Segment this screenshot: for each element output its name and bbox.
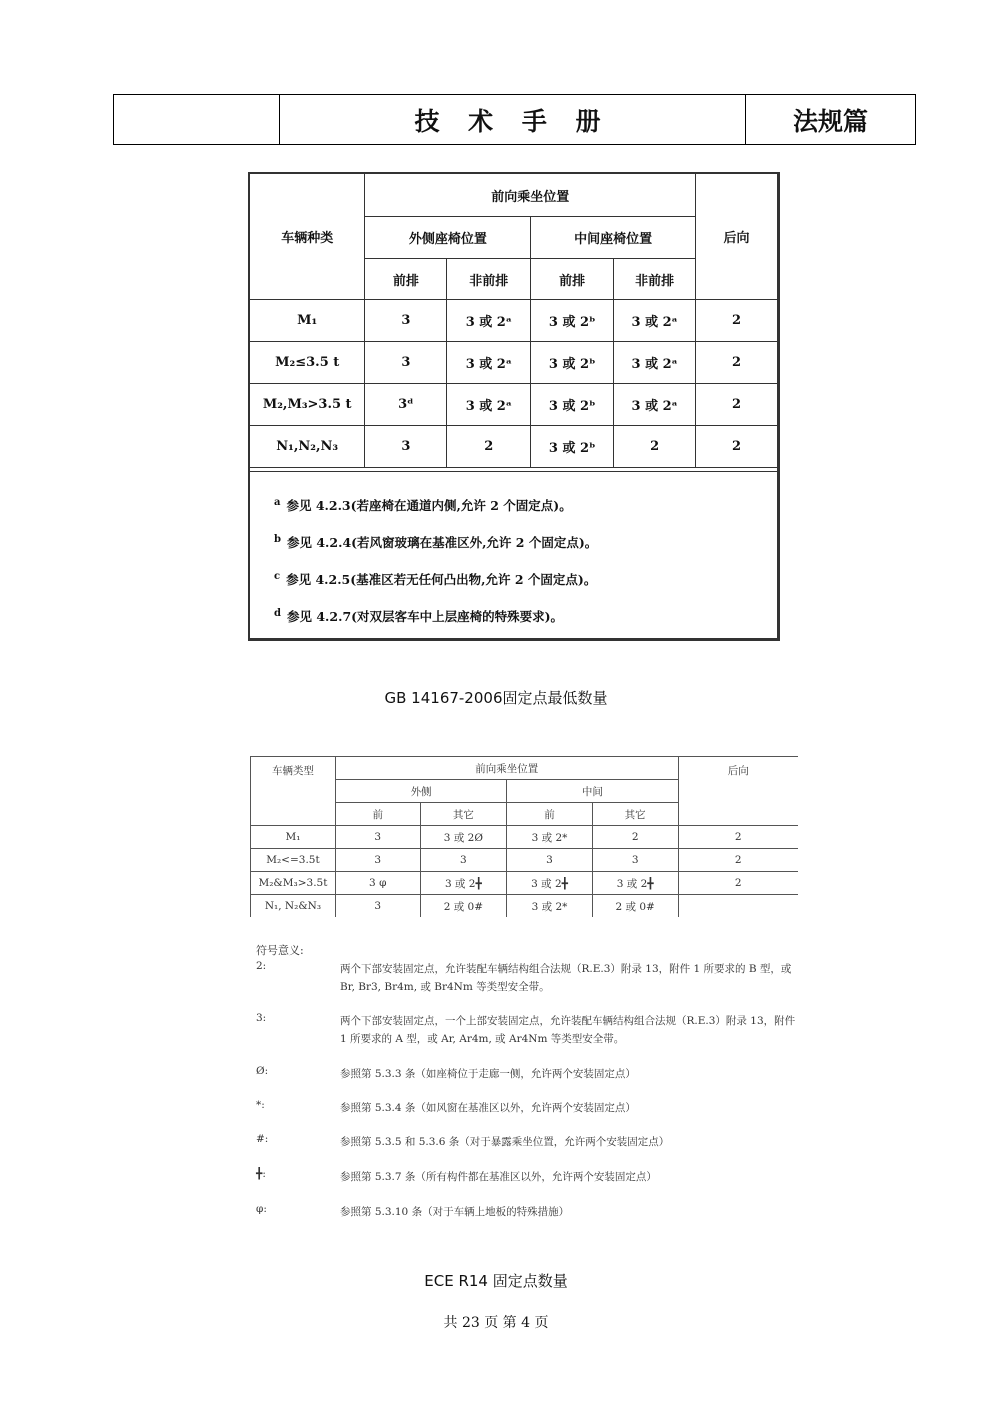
table-cell: 3 xyxy=(507,849,593,872)
table-cell: 3 或 2ᵇ xyxy=(531,300,614,342)
table-cell: 2 xyxy=(592,826,678,849)
t1-header-front-row: 前排 xyxy=(531,259,614,300)
table-row xyxy=(250,342,777,384)
table-cell: 3ᵈ xyxy=(365,384,447,426)
table-cell: 3 xyxy=(335,895,420,918)
table-cell: 3 xyxy=(365,342,447,384)
t2-header-vehicle-type: 车辆类型 xyxy=(251,757,336,826)
t2-header-front: 前 xyxy=(335,803,420,826)
table-cell: 3 或 2ᵃ xyxy=(447,342,531,384)
t2-header-other: 其它 xyxy=(420,803,507,826)
t2-header-front: 前 xyxy=(507,803,593,826)
table-cell: 2 xyxy=(678,849,798,872)
table-row xyxy=(251,826,799,849)
symbol-key: φ: xyxy=(256,1203,267,1215)
table-cell: M₂&M₃>3.5t xyxy=(251,872,336,895)
table-cell: 2 xyxy=(696,384,777,426)
table-cell: 3 或 2ᵃ xyxy=(614,342,696,384)
symbol-text: 参照第 5.3.10 条（对于车辆上地板的特殊措施） xyxy=(340,1206,570,1218)
table-cell: 3 xyxy=(365,426,447,468)
table-cell: 2 xyxy=(614,426,696,468)
header-section: 法规篇 xyxy=(792,106,868,136)
table-cell: 3 或 2ᵃ xyxy=(447,300,531,342)
t1-header-forward: 前向乘坐位置 xyxy=(365,174,696,217)
header-blank-cell xyxy=(114,95,280,144)
table-cell: 3 或 2╋ xyxy=(592,872,678,895)
symbol-key: ╋: xyxy=(256,1168,266,1180)
t1-header-non-front: 非前排 xyxy=(447,259,531,300)
symbol-key: 2: xyxy=(256,960,267,972)
table-row xyxy=(251,872,799,895)
table-cell: 3 或 2ᵇ xyxy=(531,384,614,426)
symbol-text: 两个下部安装固定点，允许装配车辆结构组合法规（R.E.3）附录 13，附件 1 所要求的 B 型，或 Br, Br3, Br4m, 或 Br4Nm 等类型安全带。 xyxy=(340,963,792,993)
symbol-text: 参照第 5.3.7 条（所有构件都在基准区以外，允许两个安装固定点） xyxy=(340,1171,657,1183)
table-cell: M₁ xyxy=(250,300,365,342)
table-cell: 2 xyxy=(696,426,777,468)
table-cell: 3 或 2* xyxy=(507,826,593,849)
table-cell: 2 或 0# xyxy=(420,895,507,918)
table-cell: 2 xyxy=(696,342,777,384)
symbols-title: 符号意义: xyxy=(256,944,304,957)
table-cell: 3 或 2╋ xyxy=(420,872,507,895)
table-row xyxy=(250,426,777,468)
table-cell: 3 或 2ᵃ xyxy=(614,300,696,342)
table-cell: M₂≤3.5 t xyxy=(250,342,365,384)
t1-header-vehicle-type: 车辆种类 xyxy=(250,174,365,300)
ece-table-caption: ECE R14 固定点数量 xyxy=(424,1272,568,1290)
symbol-text: 参照第 5.3.3 条（如座椅位于走廊一侧，允许两个安装固定点） xyxy=(340,1068,636,1080)
table-cell: 3 或 2ᵃ xyxy=(447,384,531,426)
symbol-text: 两个下部安装固定点，一个上部安装固定点，允许装配车辆结构组合法规（R.E.3）附录 13，附件 1 所要求的 A 型，或 Ar, Ar4m, 或 Ar4Nm 等类型安全带。 xyxy=(340,1015,796,1045)
table-cell: 3 或 2╋ xyxy=(507,872,593,895)
table-row xyxy=(250,300,777,342)
table-row xyxy=(250,384,777,426)
t1-note: $^d$ 参见 4.2.7(对双层客车中上层座椅的特殊要求)。 xyxy=(274,608,563,625)
symbol-text: 参照第 5.3.4 条（如风窗在基准区以外，允许两个安装固定点） xyxy=(340,1102,636,1114)
symbol-key: *: xyxy=(256,1099,265,1111)
t1-header-rear: 后向 xyxy=(696,174,777,300)
table-cell: 2 xyxy=(678,826,798,849)
t1-note: $^a$ 参见 4.2.3(若座椅在通道内侧,允许 2 个固定点)。 xyxy=(274,497,572,514)
t1-header-front-row: 前排 xyxy=(365,259,447,300)
page-header xyxy=(113,94,916,145)
table-cell xyxy=(678,895,798,918)
table-cell: N₁, N₂&N₃ xyxy=(251,895,336,918)
table-cell: N₁,N₂,N₃ xyxy=(250,426,365,468)
t2-header-other: 其它 xyxy=(592,803,678,826)
header-title: 技 术 手 册 xyxy=(280,95,746,144)
t2-header-forward: 前向乘坐位置 xyxy=(335,757,678,780)
table-cell: 2 xyxy=(696,300,777,342)
t2-header-middle: 中间 xyxy=(507,780,678,803)
t1-header-non-front: 非前排 xyxy=(614,259,696,300)
table-cell: 3 xyxy=(592,849,678,872)
gb-table-caption: GB 14167-2006固定点最低数量 xyxy=(384,689,608,707)
table-cell: 3 xyxy=(365,300,447,342)
table-cell: 2 或 0# xyxy=(592,895,678,918)
table-row xyxy=(251,895,799,918)
table-cell: M₂<=3.5t xyxy=(251,849,336,872)
table-cell: 3 xyxy=(335,849,420,872)
table-cell: 3 xyxy=(420,849,507,872)
table-cell: 3 或 2* xyxy=(507,895,593,918)
gb-table xyxy=(248,172,780,641)
page-footer: 共 23 页 第 4 页 xyxy=(443,1315,549,1331)
table-cell: 3 φ xyxy=(335,872,420,895)
table-cell: 3 或 2ᵇ xyxy=(531,426,614,468)
symbol-key: Ø: xyxy=(256,1065,269,1077)
table-cell: 2 xyxy=(678,872,798,895)
symbol-key: 3: xyxy=(256,1012,267,1024)
table-cell: M₂,M₃>3.5 t xyxy=(250,384,365,426)
table-cell: 3 或 2Ø xyxy=(420,826,507,849)
t1-header-outer: 外侧座椅位置 xyxy=(365,217,531,259)
table-cell: 3 或 2ᵃ xyxy=(614,384,696,426)
t1-note: $^b$ 参见 4.2.4(若风窗玻璃在基准区外,允许 2 个固定点)。 xyxy=(274,534,598,551)
ece-table xyxy=(250,756,798,917)
symbol-text: 参照第 5.3.5 和 5.3.6 条（对于暴露乘坐位置，允许两个安装固定点） xyxy=(340,1136,670,1148)
table-cell: M₁ xyxy=(251,826,336,849)
symbol-key: #: xyxy=(256,1133,269,1145)
table-cell: 3 或 2ᵇ xyxy=(531,342,614,384)
t1-note: $^c$ 参见 4.2.5(基准区若无任何凸出物,允许 2 个固定点)。 xyxy=(274,571,597,588)
t1-notes xyxy=(250,471,777,638)
t2-header-rear: 后向 xyxy=(678,757,798,826)
t2-header-outer: 外侧 xyxy=(335,780,506,803)
t1-header-middle: 中间座椅位置 xyxy=(531,217,696,259)
table-cell: 2 xyxy=(447,426,531,468)
table-cell: 3 xyxy=(335,826,420,849)
table-row xyxy=(251,849,799,872)
